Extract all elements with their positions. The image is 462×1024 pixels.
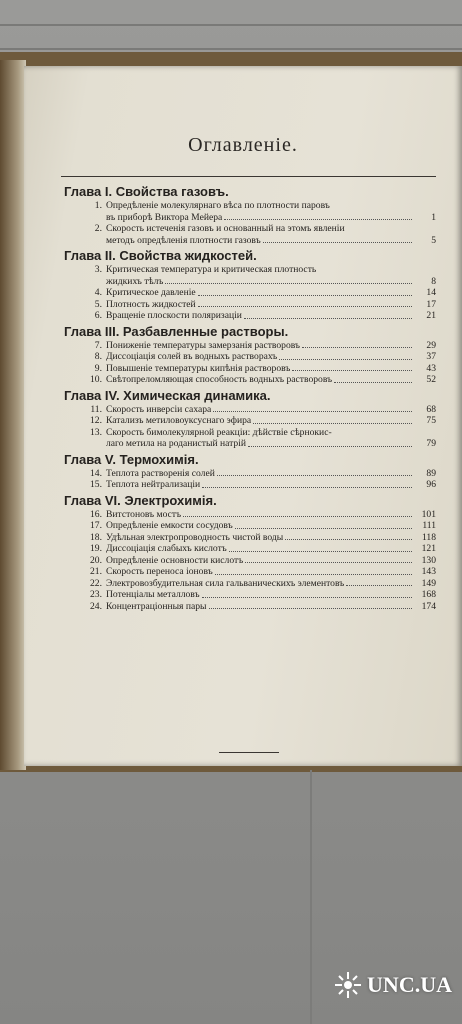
entry-title: Удѣльная электропроводность чистой воды	[106, 531, 284, 543]
entry-number: 16.	[90, 508, 102, 520]
toc-entry	[64, 601, 436, 613]
leader-dots	[165, 276, 412, 285]
toc-entry	[64, 520, 436, 532]
entry-number: 18.	[90, 531, 102, 543]
page-number: 75	[426, 415, 436, 426]
page-number: 17	[426, 298, 436, 310]
title-rule	[61, 176, 436, 177]
entry-title: Скорость бимолекулярной реакціи: дѣйствіе сѣрнокис-	[106, 426, 332, 438]
toc-entry	[64, 566, 436, 578]
entry-title: Теплота растворенія солей	[106, 467, 215, 479]
leader-dots	[244, 310, 412, 319]
entry-title: лаго метила на роданистый натрій	[106, 438, 247, 449]
entry-number: 5.	[94, 298, 102, 310]
leader-dots	[215, 566, 412, 575]
entry-number: 21.	[90, 566, 102, 577]
toc-entry	[64, 287, 436, 299]
page-number: 5	[431, 234, 436, 246]
entry-title: Свѣтопреломляющая способность водныхъ растворовъ	[106, 374, 333, 385]
leader-dots	[285, 532, 412, 541]
page-number: 52	[426, 374, 436, 385]
entry-number: 4.	[94, 287, 102, 298]
toc-entry	[64, 415, 436, 427]
entry-title: Опредѣленіе молекулярнаго вѣса по плотности паровъ	[106, 200, 330, 211]
entry-number: 13.	[90, 426, 102, 438]
entry-title: Катализъ метиловоуксуснаго эфира	[106, 415, 252, 426]
leader-dots	[302, 340, 412, 349]
entry-title: Диссоціація солей въ водныхъ растворахъ	[106, 351, 278, 362]
entry-title: Электровозбудительная сила гальваническихъ элементовъ	[106, 577, 345, 589]
page-number: 89	[426, 467, 436, 479]
toc-entry	[64, 578, 436, 590]
toc-entry	[64, 589, 436, 601]
leader-dots	[334, 374, 412, 383]
entry-title: Опредѣленіе основности кислотъ	[106, 554, 244, 566]
entry-title: Пониженіе температуры замерзанія растворовъ	[106, 339, 300, 351]
page-number: 111	[422, 520, 436, 531]
leader-dots	[213, 404, 412, 413]
page-number: 174	[421, 600, 436, 612]
entry-title: методъ опредѣленія плотности газовъ	[106, 234, 261, 246]
page-stack-edge	[0, 60, 26, 770]
book-page	[24, 66, 462, 766]
toc-entry	[64, 299, 436, 311]
toc-entry	[64, 223, 436, 235]
entry-number: 17.	[90, 520, 102, 531]
toc-entry	[64, 264, 436, 276]
toc-entry	[64, 543, 436, 555]
entry-title: въ приборѣ Виктора Мейера	[106, 211, 223, 223]
leader-dots	[183, 509, 412, 518]
toc-entry	[64, 509, 436, 521]
leader-dots	[279, 351, 412, 360]
toc-entry	[64, 276, 436, 288]
page-number: 101	[421, 508, 436, 520]
entry-title: Критическая температура и критическая плотность	[106, 264, 317, 275]
leader-dots	[209, 601, 413, 610]
leader-dots	[198, 299, 412, 308]
page-number: 130	[421, 554, 436, 566]
toc-entry	[64, 351, 436, 363]
entry-number: 2.	[94, 223, 102, 234]
toc-entry	[64, 235, 436, 247]
watermark-text: UNC.UA	[367, 972, 452, 997]
toc-entry	[64, 200, 436, 212]
leader-dots	[248, 438, 412, 447]
end-rule	[219, 752, 279, 753]
page-number: 1	[431, 211, 436, 223]
leader-dots	[217, 468, 412, 477]
page-title: Оглавленіе.	[188, 134, 298, 156]
entry-title: Концентраціонныя пары	[106, 600, 207, 612]
leader-dots	[253, 415, 412, 424]
entry-number: 20.	[90, 554, 102, 566]
toc-entry	[64, 374, 436, 386]
entry-number: 10.	[90, 374, 102, 385]
page-number: 96	[426, 479, 436, 490]
leader-dots	[263, 235, 412, 244]
page-number: 118	[421, 531, 436, 543]
entry-number: 19.	[90, 543, 102, 554]
entry-title: Диссоціація слабыхъ кислотъ	[106, 543, 227, 554]
page-number: 8	[431, 275, 436, 287]
page-number: 37	[426, 351, 436, 362]
page-number: 14	[426, 287, 436, 298]
entry-title: Повышеніе температуры кипѣнія растворовъ	[106, 362, 291, 374]
toc-entry	[64, 555, 436, 567]
leader-dots	[235, 520, 412, 529]
entry-title: Скорость инверсіи сахара	[106, 403, 212, 415]
table-of-contents	[64, 182, 436, 612]
entry-title: жидкихъ тѣлъ	[106, 275, 164, 287]
leader-dots	[202, 479, 412, 488]
entry-number: 14.	[90, 467, 102, 479]
toc-entry	[64, 479, 436, 491]
entry-title: Плотность жидкостей	[106, 298, 196, 310]
toc-entry	[64, 468, 436, 480]
entry-number: 11.	[90, 403, 102, 415]
toc-entry	[64, 438, 436, 450]
entry-title: Витстоновъ мостъ	[106, 508, 182, 520]
chapter-heading: Глава VI. Электрохимія.	[64, 492, 217, 508]
page-number: 121	[421, 543, 436, 554]
entry-title: Скорость переноса іоновъ	[106, 566, 213, 577]
entry-title: Потенціалы металловъ	[106, 589, 200, 600]
entry-number: 7.	[94, 339, 102, 351]
entry-number: 9.	[94, 362, 102, 374]
entry-title: Критическое давленіе	[106, 287, 196, 298]
entry-number: 22.	[90, 577, 102, 589]
sunburst-icon	[333, 970, 363, 1000]
entry-title: Теплота нейтрализаціи	[106, 479, 201, 490]
page-number: 168	[421, 589, 436, 600]
entry-title: Скорость истеченія газовъ и основанный на этомъ явленіи	[106, 223, 345, 234]
entry-number: 24.	[90, 600, 102, 612]
entry-title: Опредѣленіе емкости сосудовъ	[106, 520, 233, 531]
page-number: 29	[426, 339, 436, 351]
leader-dots	[292, 363, 412, 372]
page-number: 43	[426, 362, 436, 374]
chapter-heading: Глава IV. Химическая динамика.	[64, 387, 271, 403]
toc-entry	[64, 404, 436, 416]
entry-number: 1.	[94, 200, 102, 211]
page-number: 143	[421, 566, 436, 577]
toc-entry	[64, 532, 436, 544]
page-number: 79	[426, 438, 436, 449]
leader-dots	[245, 555, 412, 564]
entry-number: 23.	[90, 589, 102, 600]
chapter-heading: Глава V. Термохимія.	[64, 451, 199, 467]
leader-dots	[229, 543, 412, 552]
toc-entry	[64, 340, 436, 352]
entry-number: 12.	[90, 415, 102, 426]
entry-number: 8.	[94, 351, 102, 362]
toc-entry	[64, 427, 436, 439]
page-number: 68	[426, 403, 436, 415]
watermark	[333, 970, 452, 1000]
page-number: 149	[421, 577, 436, 589]
chapter-heading: Глава III. Разбавленные растворы.	[64, 323, 289, 339]
entry-number: 6.	[94, 310, 102, 321]
toc-entry	[64, 310, 436, 322]
chapter-heading: Глава II. Свойства жидкостей.	[64, 248, 257, 263]
page-number: 21	[426, 310, 436, 321]
entry-number: 15.	[90, 479, 102, 490]
leader-dots	[224, 212, 412, 221]
leader-dots	[198, 287, 412, 296]
toc-entry	[64, 212, 436, 224]
entry-title: Вращеніе плоскости поляризаціи	[106, 310, 242, 321]
toc-entry	[64, 363, 436, 375]
entry-number: 3.	[94, 264, 102, 275]
leader-dots	[346, 578, 412, 587]
chapter-heading: Глава I. Свойства газовъ.	[64, 184, 229, 199]
floor-seam	[310, 770, 312, 1024]
leader-dots	[202, 589, 412, 598]
